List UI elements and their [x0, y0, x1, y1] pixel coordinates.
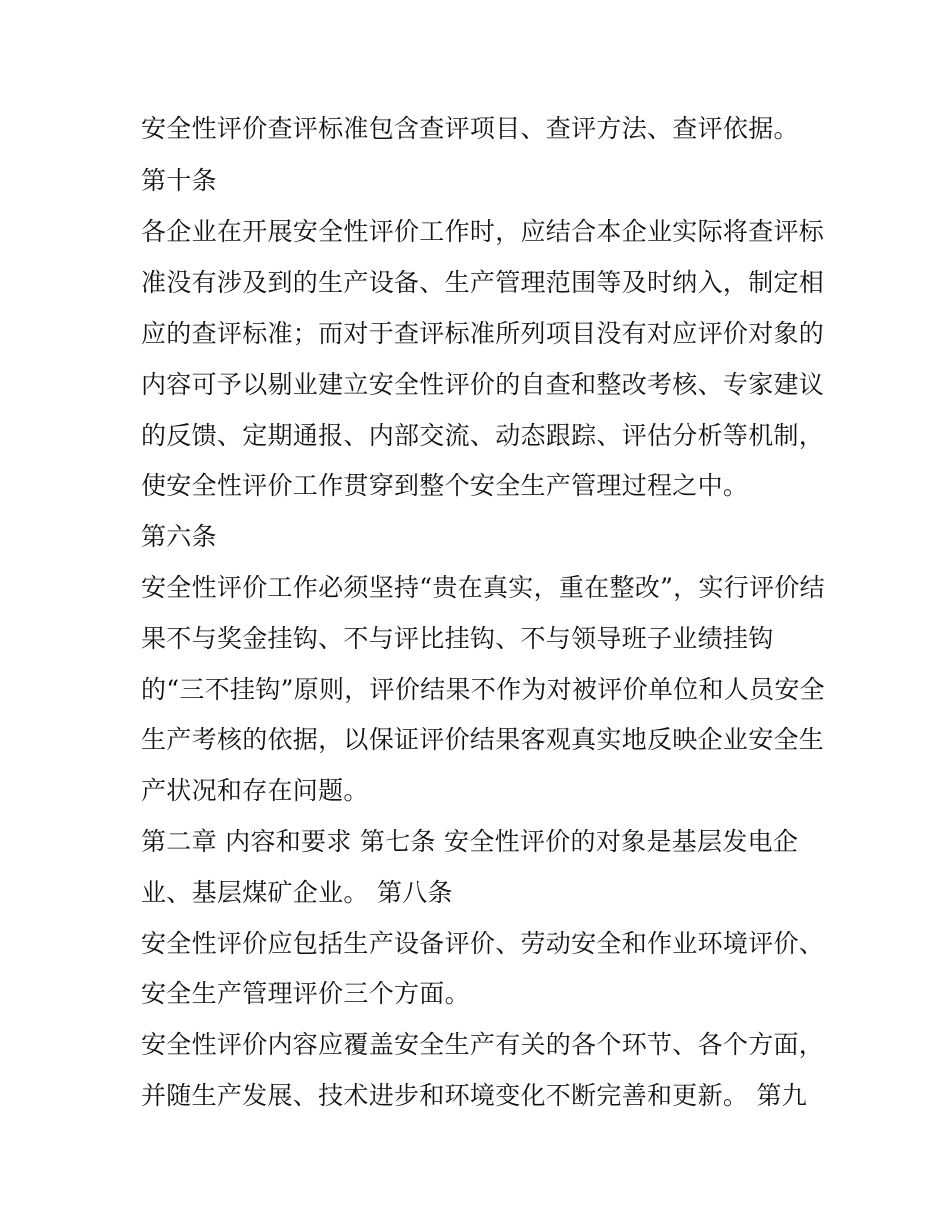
- text-line: 的反馈、定期通报、内部交流、动态跟踪、评估分析等机制，: [141, 421, 825, 450]
- text-line: 生产考核的依据，以保证评价结果客观真实地反映企业安全生: [141, 725, 825, 754]
- article-heading: 第六条: [141, 522, 217, 551]
- text-line: 的“三不挂钩”原则，评价结果不作为对被评价单位和人员安全: [141, 675, 825, 704]
- text-line: 各企业在开展安全性评价工作时，应结合本企业实际将查评标: [141, 217, 825, 246]
- text-line: 内容可予以剔业建立安全性评价的自查和整改考核、专家建议: [141, 370, 825, 399]
- text-line: 第二章 内容和要求 第七条 安全性评价的对象是基层发电企: [141, 827, 799, 856]
- text-line: 安全性评价查评标准包含查评项目、查评方法、查评依据。: [141, 114, 799, 143]
- text-line: 并随生产发展、技术进步和环境变化不断完善和更新。 第九: [141, 1081, 808, 1110]
- article-heading: 第十条: [141, 166, 217, 195]
- text-line: 安全生产管理评价三个方面。: [141, 979, 470, 1008]
- text-line: 果不与奖金挂钩、不与评比挂钩、不与领导班子业绩挂钩: [141, 624, 774, 653]
- text-line: 应的查评标准；而对于查评标准所列项目没有对应评价对象的: [141, 319, 825, 348]
- text-line: 产状况和存在问题。: [141, 776, 369, 805]
- text-line: 安全性评价内容应覆盖安全生产有关的各个环节、各个方面，: [141, 1030, 825, 1059]
- text-line: 安全性评价应包括生产设备评价、劳动安全和作业环境评价、: [141, 929, 825, 958]
- text-line: 安全性评价工作必须坚持“贵在真实，重在整改”，实行评价结: [141, 573, 825, 602]
- text-line: 业、基层煤矿企业。 第八条: [141, 878, 453, 907]
- text-line: 使安全性评价工作贯穿到整个安全生产管理过程之中。: [141, 471, 749, 500]
- text-line: 准没有涉及到的生产设备、生产管理范围等及时纳入，制定相: [141, 268, 825, 297]
